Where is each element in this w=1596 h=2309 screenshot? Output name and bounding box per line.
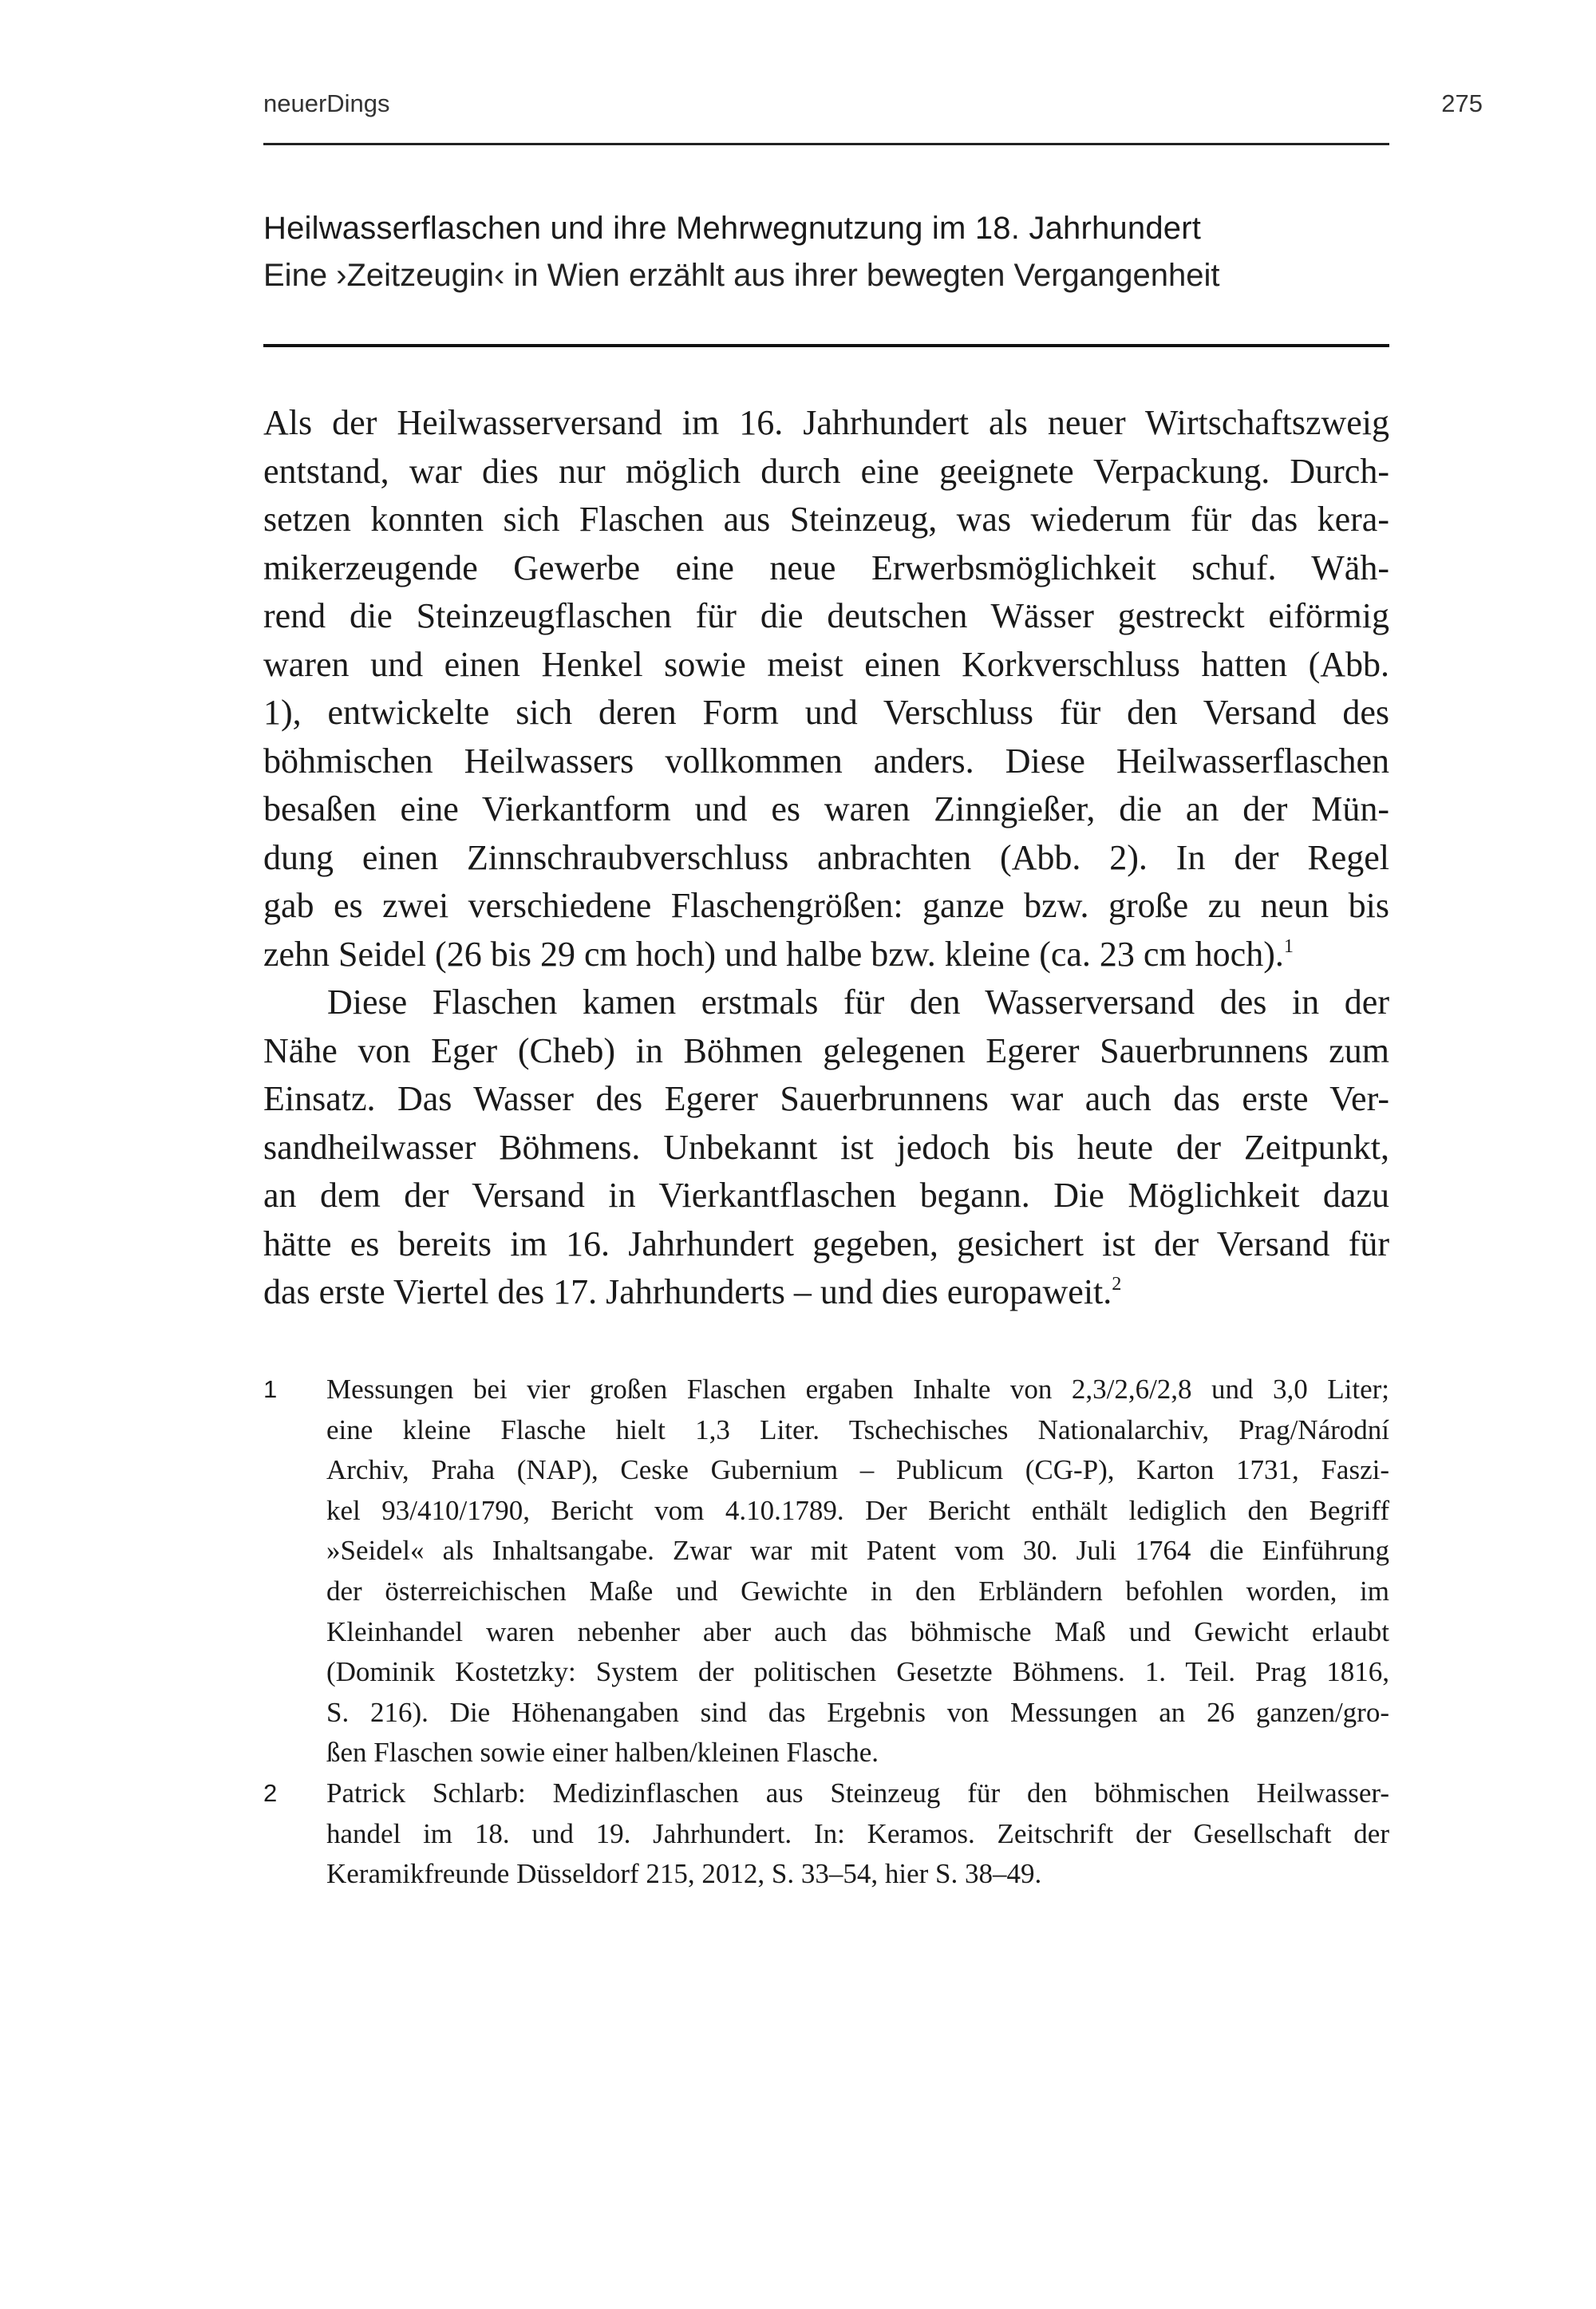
- footnote-line: Archiv, Praha (NAP), Ceske Gubernium – Publicum (CG-P), Karton 1731, Faszi-: [326, 1454, 1389, 1486]
- text-line-content: entstand, war dies nur möglich durch eine geeignete Verpackung. Durch-: [263, 451, 1389, 491]
- text-line: [263, 1027, 1389, 1076]
- text-line: [263, 785, 1389, 834]
- text-line-content: Nähe von Eger (Cheb) in Böhmen gelegenen Egerer Sauerbrunnens zum: [263, 1030, 1389, 1070]
- footnote-number: 1: [263, 1375, 278, 1403]
- text-line-content: Diese Flaschen kamen erstmals für den Wasserversand des in der: [327, 983, 1389, 1022]
- text-line: [263, 882, 1389, 931]
- footnote-line: Keramikfreunde Düsseldorf 215, 2012, S. 33–54, hier S. 38–49.: [326, 1858, 1042, 1890]
- text-line-content: an dem der Versand in Vierkantflaschen begann. Die Möglichkeit dazu: [263, 1176, 1389, 1215]
- footnote-line: handel im 18. und 19. Jahrhundert. In: Keramos. Zeitschrift der Gesellschaft der: [326, 1817, 1389, 1849]
- footnote-line: kel 93/410/1790, Bericht vom 4.10.1789. Der Bericht enthält lediglich den Begriff: [326, 1494, 1389, 1526]
- footnote-reference[interactable]: 2: [1112, 1273, 1122, 1295]
- footnote-line: Patrick Schlarb: Medizinflaschen aus Steinzeug für den böhmischen Heilwasser-: [326, 1777, 1389, 1809]
- text-line: [263, 1172, 1389, 1220]
- text-line-content: rend die Steinzeugflaschen für die deutschen Wässer gestreckt eiförmig: [263, 596, 1389, 635]
- text-line-content: Einsatz. Das Wasser des Egerer Sauerbrunnens war auch das erste Ver-: [263, 1079, 1389, 1118]
- text-line-content: mikerzeugende Gewerbe eine neue Erwerbsmöglichkeit schuf. Wäh-: [263, 548, 1389, 587]
- footnote-line: ßen Flaschen sowie einer halben/kleinen Flasche.: [326, 1737, 879, 1769]
- text-line-content: setzen konnten sich Flaschen aus Steinzeug, was wiederum für das kera-: [263, 500, 1389, 539]
- footnotes: [263, 1370, 1389, 1895]
- paragraph: [263, 399, 1389, 979]
- text-line-content: besaßen eine Vierkantform und es waren Zinngießer, die an der Mün-: [263, 789, 1389, 828]
- text-line-content: gab es zwei verschiedene Flaschengrößen: ganze bzw. große zu neun bis: [263, 886, 1389, 925]
- footnote-line: S. 216). Die Höhenangaben sind das Ergebnis von Messungen an 26 ganzen/gro-: [326, 1696, 1389, 1728]
- text-line: [263, 1220, 1389, 1269]
- header-rule: [263, 143, 1389, 145]
- footnote-reference[interactable]: 1: [1283, 935, 1294, 957]
- footnote-line: Kleinhandel waren nebenher aber auch das böhmische Maß und Gewicht erlaubt: [326, 1615, 1389, 1647]
- text-line: [263, 1075, 1389, 1124]
- text-line-content: das erste Viertel des 17. Jahrhunderts – und dies europaweit.: [263, 1272, 1112, 1311]
- footnote-line: (Dominik Kostetzky: System der politischen Gesetzte Böhmens. 1. Teil. Prag 1816,: [326, 1656, 1389, 1688]
- footnote: [263, 1773, 1389, 1895]
- text-line: [263, 544, 1389, 593]
- text-line-content: Als der Heilwasserversand im 16. Jahrhundert als neuer Wirtschaftszweig: [263, 403, 1389, 442]
- footnote-line: »Seidel« als Inhaltsangabe. Zwar war mit Patent vom 30. Juli 1764 die Einführung: [326, 1535, 1389, 1567]
- text-line-content: waren und einen Henkel sowie meist einen Korkverschluss hatten (Abb.: [263, 644, 1389, 684]
- running-head: neuerDings: [263, 89, 390, 117]
- text-line: [263, 931, 1389, 979]
- text-line-content: hätte es bereits im 16. Jahrhundert gegeben, gesichert ist der Versand für: [263, 1224, 1389, 1263]
- text-line: [263, 979, 1389, 1027]
- text-line: [263, 737, 1389, 786]
- text-line: [263, 399, 1389, 448]
- text-line-content: böhmischen Heilwassers vollkommen anders. Diese Heilwasserflaschen: [263, 741, 1389, 781]
- text-line: [263, 592, 1389, 641]
- paragraph: [263, 979, 1389, 1317]
- footnote: [263, 1370, 1389, 1773]
- text-line: [263, 448, 1389, 496]
- title-rule: [263, 344, 1389, 347]
- text-line: [263, 1268, 1389, 1317]
- text-line-content: sandheilwasser Böhmens. Unbekannt ist jedoch bis heute der Zeitpunkt,: [263, 1127, 1389, 1167]
- text-line: [263, 834, 1389, 883]
- text-line-content: dung einen Zinnschraubverschluss anbrachten (Abb. 2). In der Regel: [263, 837, 1389, 877]
- text-line-content: 1), entwickelte sich deren Form und Verschluss für den Versand des: [263, 693, 1389, 732]
- page-number: 275: [1441, 89, 1483, 117]
- text-line: [263, 496, 1389, 544]
- text-line-content: zehn Seidel (26 bis 29 cm hoch) und halbe bzw. kleine (ca. 23 cm hoch).: [263, 934, 1284, 974]
- footnote-number: 2: [263, 1778, 278, 1807]
- article-subtitle: Eine ›Zeitzeugin‹ in Wien erzählt aus ihrer bewegten Vergangenheit: [263, 258, 1220, 293]
- footnote-line: eine kleine Flasche hielt 1,3 Liter. Tschechisches Nationalarchiv, Prag/Národní: [326, 1413, 1389, 1445]
- body-text: [263, 399, 1389, 1317]
- article-title: Heilwasserflaschen und ihre Mehrwegnutzung im 18. Jahrhundert: [263, 211, 1202, 246]
- text-line: [263, 689, 1389, 737]
- footnote-line: Messungen bei vier großen Flaschen ergaben Inhalte von 2,3/2,6/2,8 und 3,0 Liter;: [326, 1374, 1389, 1405]
- footnote-line: der österreichischen Maße und Gewichte in den Erbländern befohlen worden, im: [326, 1575, 1389, 1607]
- text-line: [263, 1124, 1389, 1172]
- text-line: [263, 641, 1389, 690]
